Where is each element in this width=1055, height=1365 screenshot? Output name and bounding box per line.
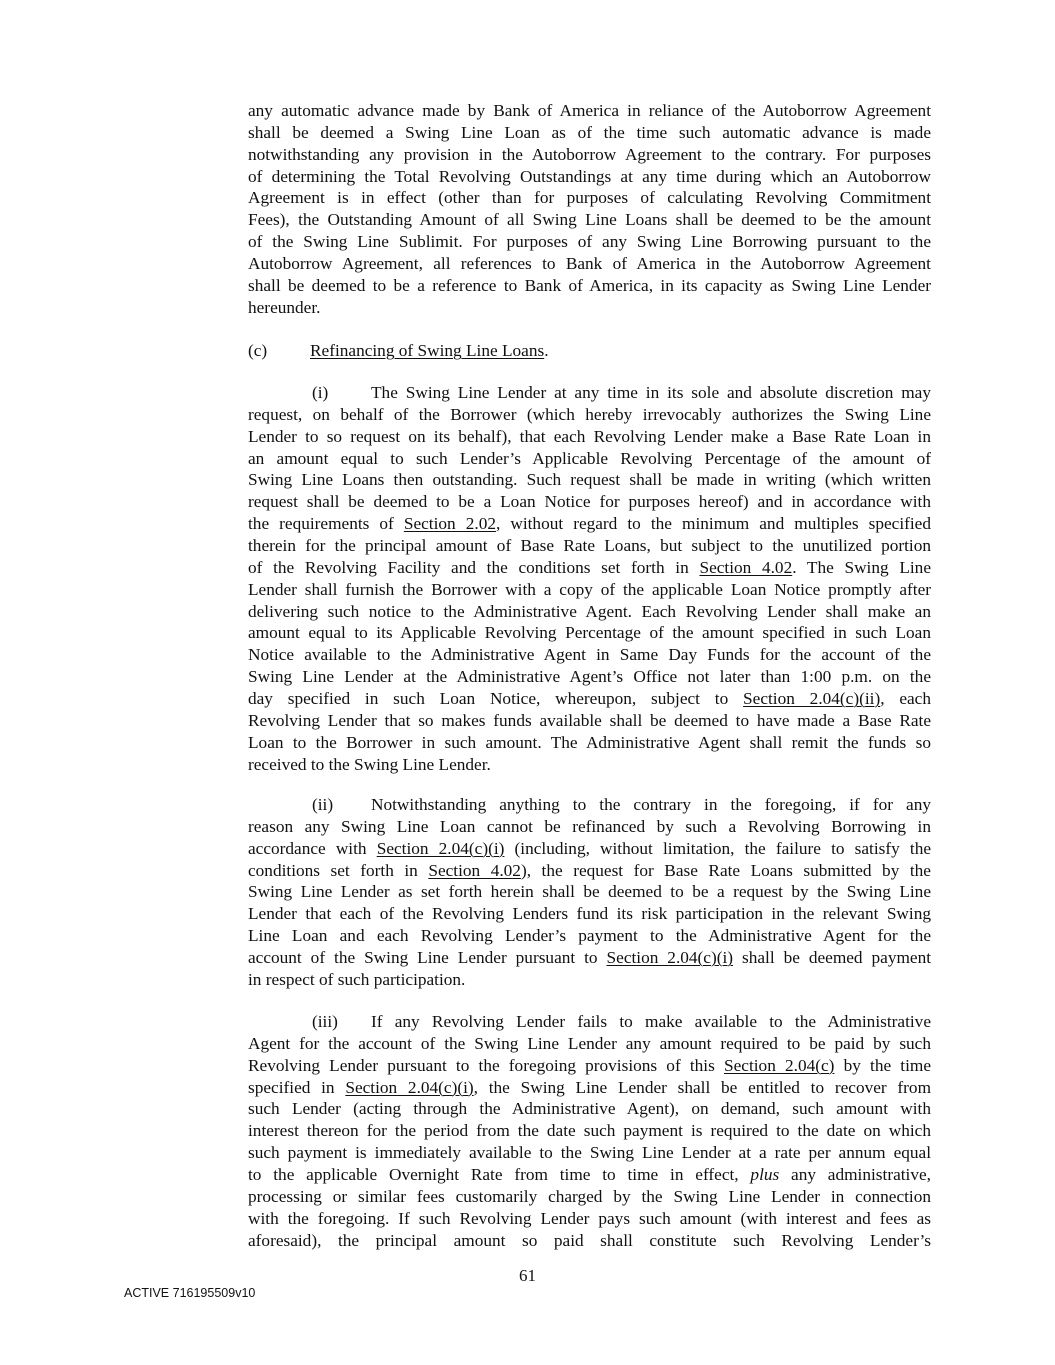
text-line: such Lender (acting through the Administrative Agent), on demand, such amount with <box>248 1099 931 1119</box>
section-ref-4-02: Section 4.02 <box>699 557 793 577</box>
text-line: request, on behalf of the Borrower (which hereby irrevocably authorizes the Swing Line <box>248 404 931 424</box>
document-id-footer: ACTIVE 716195509v10 <box>124 1286 256 1300</box>
text-line: (ii) Notwithstanding anything to the contrary in the foregoing, if for any <box>312 795 931 814</box>
paragraph-c-ii <box>248 794 931 991</box>
text-line: specified in Section 2.04(c)(i), the Swing Line Lender shall be entitled to recover from <box>248 1077 932 1097</box>
text-line: received to the Swing Line Lender. <box>248 754 491 774</box>
section-c-title: Refinancing of Swing Line Loans <box>310 341 545 360</box>
text-line: aforesaid), the principal amount so paid shall constitute such Revolving Lender’s <box>248 1230 931 1250</box>
text-line: the requirements of Section 2.02, without regard to the minimum and multiples specified <box>248 514 931 534</box>
text-line: processing or similar fees customarily charged by the Swing Line Lender in connection <box>248 1186 931 1206</box>
clause-number: (ii) <box>312 795 334 814</box>
text-line: Lender shall furnish the Borrower with a copy of the applicable Loan Notice promptly after <box>248 579 931 599</box>
text-line: delivering such notice to the Administrative Agent. Each Revolving Lender shall make an <box>248 601 931 621</box>
text-line: amount equal to its Applicable Revolving Percentage of the amount specified in such Loan <box>248 623 931 643</box>
text-line: Autoborrow Agreement, all references to Bank of America in the Autoborrow Agreement <box>248 254 931 274</box>
text-line: to the applicable Overnight Rate from time to time in effect, plus any administrative, <box>248 1165 931 1185</box>
text-line: Fees), the Outstanding Amount of all Swing Line Loans shall be deemed to be the amount <box>248 210 931 230</box>
text-line: an amount equal to such Lender’s Applicable Revolving Percentage of the amount of <box>248 448 931 468</box>
section-ref-2-04-c-i: Section 2.04(c)(i) <box>606 948 734 968</box>
section-ref-2-04-c-i: Section 2.04(c)(i) <box>345 1077 474 1097</box>
section-ref-2-04-c-i: Section 2.04(c)(i) <box>376 838 505 858</box>
text-line: in respect of such participation. <box>248 969 466 989</box>
text-line: accordance with Section 2.04(c)(i) (including, without limitation, the failure to satisfy the <box>248 838 932 858</box>
page-number: 61 <box>519 1266 536 1285</box>
section-c-label: (c) <box>248 341 268 360</box>
text-line: notwithstanding any provision in the Autoborrow Agreement to the contrary. For purposes <box>248 144 931 164</box>
text-line: Revolving Lender pursuant to the foregoing provisions of this Section 2.04(c) by the time <box>248 1055 932 1075</box>
text-line: request shall be deemed to be a Loan Notice for purposes hereof) and in accordance with <box>248 492 931 512</box>
paragraph-c-i <box>248 382 931 775</box>
text-line: Line Loan and each Revolving Lender’s payment to the Administrative Agent for the <box>248 926 931 946</box>
text-line: Notice available to the Administrative Agent in Same Day Funds for the account of the <box>248 645 931 665</box>
text-line: day specified in such Loan Notice, whereupon, subject to Section 2.04(c)(ii), each <box>248 689 931 709</box>
text-line: conditions set forth in Section 4.02), the request for Base Rate Loans submitted by the <box>248 860 931 880</box>
text-line: Swing Line Lender at the Administrative Agent’s Office not later than 1:00 p.m. on the <box>248 667 931 687</box>
text-line: account of the Swing Line Lender pursuant to Section 2.04(c)(i) shall be deemed payment <box>248 948 932 968</box>
text-line: Loan to the Borrower in such amount. The Administrative Agent shall remit the funds so <box>248 732 931 752</box>
text-line: Revolving Lender that so makes funds available shall be deemed to have made a Base Rate <box>248 710 931 730</box>
text-line: Agreement is in effect (other than for purposes of calculating Revolving Commitment <box>248 188 931 208</box>
text-line: such payment is immediately available to the Swing Line Lender at a rate per annum equal <box>248 1143 931 1163</box>
text-line: of the Revolving Facility and the conditions set forth in Section 4.02. The Swing Line <box>248 557 931 577</box>
text-line: reason any Swing Line Loan cannot be refinanced by such a Revolving Borrowing in <box>248 816 931 836</box>
section-c-title-period: . <box>544 341 549 360</box>
text-line: therein for the principal amount of Base Rate Loans, but subject to the unutilized portion <box>248 536 931 556</box>
clause-number: (iii) <box>312 1012 338 1031</box>
section-ref-2-04-c-ii: Section 2.04(c)(ii) <box>743 689 881 709</box>
section-c-heading <box>248 340 549 362</box>
section-ref-2-02: Section 2.02 <box>403 514 496 534</box>
text-line: shall be deemed a Swing Line Loan as of the time such automatic advance is made <box>248 122 931 142</box>
paragraph-autoborrow <box>248 100 931 319</box>
text-line: of the Swing Line Sublimit. For purposes of any Swing Line Borrowing pursuant to the <box>248 232 931 252</box>
text-line: interest thereon for the period from the date such payment is required to the date on which <box>248 1121 931 1141</box>
text-line: shall be deemed to be a reference to Bank of America, in its capacity as Swing Line Lender <box>248 275 931 295</box>
text-line: of determining the Total Revolving Outstandings at any time during which an Autoborrow <box>248 166 931 186</box>
text-line: Lender to so request on its behalf), that each Revolving Lender make a Base Rate Loan in <box>248 426 931 446</box>
section-ref-2-04-c: Section 2.04(c) <box>724 1055 835 1075</box>
text-line: Swing Line Lender as set forth herein shall be deemed to be a request by the Swing Line <box>248 882 931 902</box>
section-ref-4-02: Section 4.02 <box>428 860 521 880</box>
clause-number: (i) <box>312 383 329 402</box>
text-line: hereunder. <box>248 297 321 317</box>
paragraph-c-iii <box>248 1011 931 1251</box>
text-line: (i) The Swing Line Lender at any time in its sole and absolute discretion may <box>312 383 931 402</box>
text-line: Lender that each of the Revolving Lenders fund its risk participation in the relevant Swing <box>248 904 931 924</box>
text-line: any automatic advance made by Bank of America in reliance of the Autoborrow Agreement <box>248 101 931 120</box>
text-line: Agent for the account of the Swing Line Lender any amount required to be paid by such <box>248 1033 931 1053</box>
italic-plus: plus <box>750 1165 780 1185</box>
text-line: (iii) If any Revolving Lender fails to make available to the Administrative <box>312 1012 931 1031</box>
text-line: with the foregoing. If such Revolving Lender pays such amount (with interest and fees as <box>248 1208 931 1228</box>
text-line: Swing Line Loans then outstanding. Such request shall be made in writing (which written <box>248 470 931 490</box>
